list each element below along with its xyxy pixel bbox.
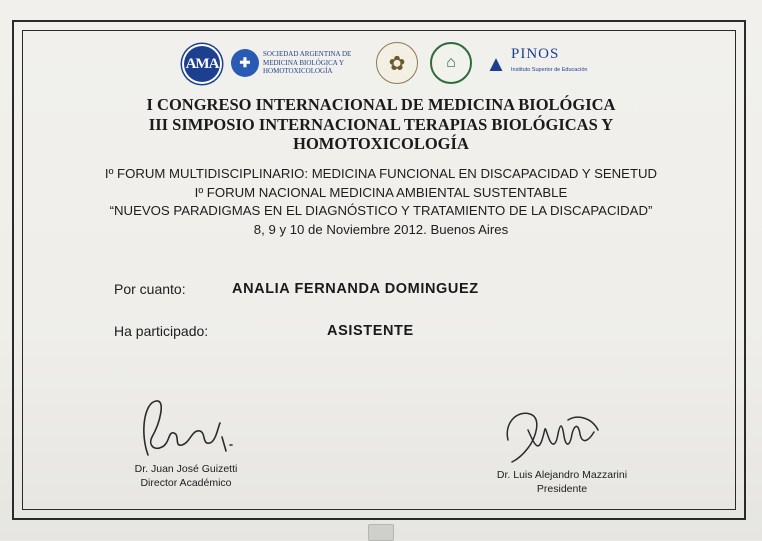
- signer-1-name: Dr. Juan José Guizetti: [134, 463, 238, 475]
- main-titles: [0, 95, 762, 154]
- signature-mazzarini: [498, 400, 608, 470]
- pinos-name: PINOS: [511, 46, 560, 62]
- theme-line: “NUEVOS PARADIGMAS EN EL DIAGNÓSTICO Y TRATAMIENTO DE LA DISCAPACIDAD”: [109, 203, 653, 218]
- logo-row: [0, 38, 762, 90]
- signer-1-block: [108, 462, 264, 490]
- pinos-subtitle: Instituto Superior de Educación: [511, 67, 588, 73]
- signer-2-role: Presidente: [536, 483, 588, 495]
- sociedad-text: SOCIEDAD ARGENTINA DE MEDICINA BIOLÓGICA Y HOMOTOXICOLOGÍA: [263, 50, 352, 75]
- sociedad-mark-icon: ✚: [231, 49, 259, 77]
- sociedad-logo: [231, 46, 376, 82]
- university-seal-icon: ⌂: [430, 42, 472, 84]
- ama-logo: AMA: [182, 44, 222, 84]
- title-line-1: I CONGRESO INTERNACIONAL DE MEDICINA BIOLÓGICA: [146, 95, 616, 114]
- por-cuanto-label: Por cuanto:: [114, 281, 186, 297]
- signature-guizetti: [130, 393, 240, 463]
- pine-tree-icon: ▲: [485, 51, 507, 76]
- event-details: [0, 165, 762, 239]
- title-line-2: III SIMPOSIO INTERNACIONAL TERAPIAS BIOLÓGICAS Y: [148, 114, 614, 134]
- signer-2-block: [464, 468, 660, 496]
- forum-line-1: Iº FORUM MULTIDISCIPLINARIO: MEDICINA FUNCIONAL EN DISCAPACIDAD Y SENETUD: [104, 166, 658, 181]
- date-line: 8, 9 y 10 de Noviembre 2012. Buenos Aires: [253, 221, 509, 237]
- title-line-3: HOMOTOXICOLOGÍA: [293, 134, 469, 153]
- forum-line-2: Iº FORUM NACIONAL MEDICINA AMBIENTAL SUSTENTABLE: [194, 184, 568, 200]
- signer-1-role: Director Académico: [140, 477, 232, 489]
- participation-type: ASISTENTE: [327, 323, 414, 339]
- pinos-logo: [483, 46, 588, 82]
- rosette-seal-icon: ✿: [376, 42, 418, 84]
- frame-clip: [368, 524, 394, 541]
- participant-name: ANALIA FERNANDA DOMINGUEZ: [232, 281, 479, 297]
- signer-2-name: Dr. Luis Alejandro Mazzarini: [496, 469, 628, 481]
- participado-label: Ha participado:: [114, 323, 209, 339]
